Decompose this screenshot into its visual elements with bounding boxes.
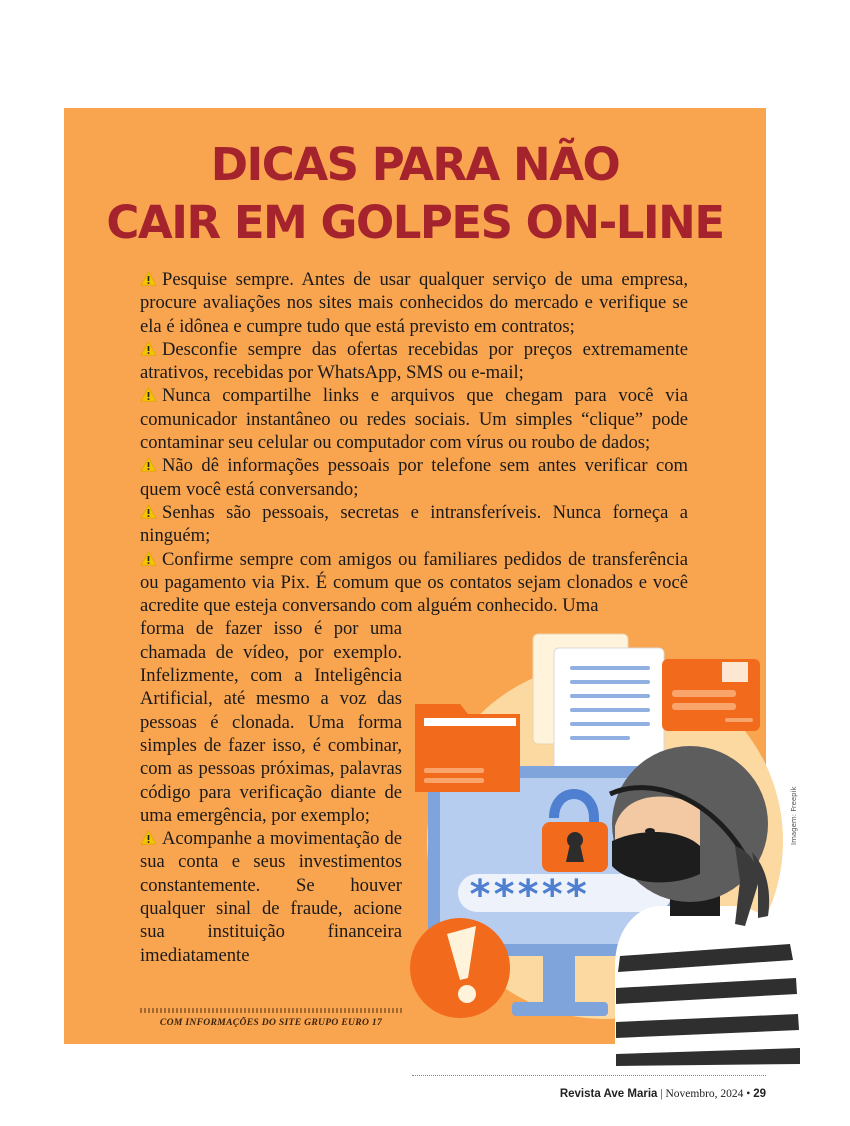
warning-icon [140,387,157,402]
warning-icon [140,271,157,286]
tip-continuation: forma de fazer isso é por uma chamada de vídeo, por exemplo. Infelizmente, com a Inteligência Artificial, até mesmo a voz das pessoas é clonada. Uma forma simples de fazer isso, é combinar, com as pessoas próximas, palavras código para verificação diante de uma emergência, por exemplo; [140,618,402,826]
tip-text: Pesquise sempre. Antes de usar qualquer serviço de uma empresa, procure avaliações nos sites mais conhecidos do mercado e verifique se ela é idônea e cumpre tudo que está previsto em contratos; [140,269,688,337]
tip-text: Confirme sempre com amigos ou familiares pedidos de transferência ou pagamento via Pix. É comum que os contatos sejam clonados e você acredite que esteja conversando com alguém conhecido. Uma [140,548,688,617]
warning-icon [140,457,157,472]
page-footer [560,1088,766,1100]
tip-item [140,384,688,454]
issue-date: Novembro, 2024 [665,1088,744,1100]
alert-icon [410,918,510,1018]
article-title [64,136,766,252]
warning-icon [140,551,157,566]
warning-icon [140,504,157,519]
tip-item [140,454,688,501]
warning-icon [140,341,157,356]
tip-item [140,268,688,338]
warning-icon [140,830,157,845]
source-divider [140,1008,402,1013]
password-mask: ***** [468,872,589,918]
title-line-2: CAIR EM GOLPES ON-LINE [106,196,724,249]
footer-separator: | [660,1088,663,1100]
folder-icon [415,704,520,792]
tip-item [140,501,688,548]
tip-text: Não dê informações pessoais por telefone sem antes verificar com quem você está conversando; [140,455,688,500]
page-number: 29 [753,1088,766,1100]
tip-text: Acompanhe a movimentação de sua conta e seus investimentos constantemente. Se houver qualquer sinal de fraude, acione sua instituição financeira imediatamente [140,828,402,966]
tip-item [140,548,688,618]
envelope-icon [662,659,760,731]
footer-bullet: • [746,1088,751,1100]
tip-text: Nunca compartilhe links e arquivos que chegam para você via comunicador instantâneo ou redes sociais. Um simples “clique” pode contaminar seu celular ou computador com vírus ou roubo de dados; [140,385,688,454]
scam-illustration [400,626,800,1066]
tip-item [140,338,688,385]
tip-item [140,827,402,967]
image-credit: Imagem: Freepik [790,786,798,845]
magazine-name: Revista Ave Maria [559,1088,658,1100]
source-note: COM INFORMAÇÕES DO SITE GRUPO EURO 17 [159,1017,383,1028]
tip-text: Senhas são pessoais, secretas e intransferíveis. Nunca forneça a ninguém; [140,501,688,547]
footer-divider [412,1075,766,1076]
tip-text: Desconfie sempre das ofertas recebidas por preços extremamente atrativos, recebidas por WhatsApp, SMS ou e-mail; [140,338,688,384]
title-line-1: DICAS PARA NÃO [210,138,620,191]
